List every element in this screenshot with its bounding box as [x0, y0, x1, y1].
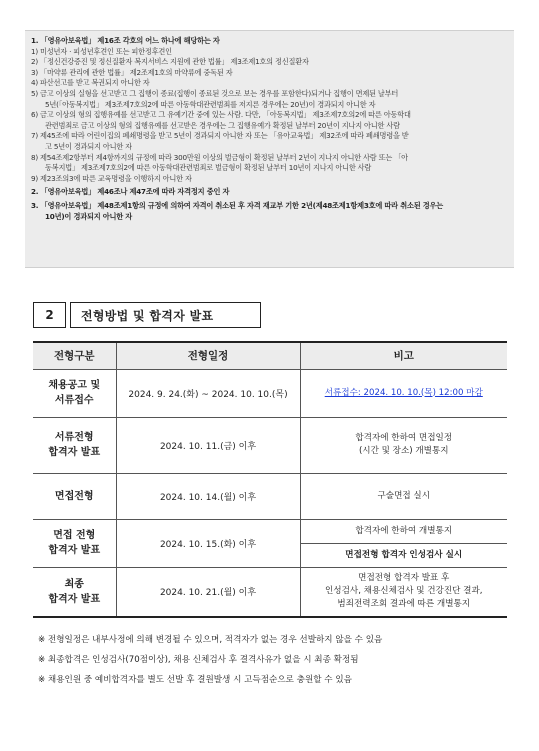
table-header: 전형일정: [116, 342, 300, 369]
section-title: 전형방법 및 합격자 발표: [70, 302, 261, 328]
qual-line: 3) 「마약류 관리에 관한 법률」 제2조제1호의 마약류에 중독된 자: [31, 67, 233, 77]
section-number: 2: [33, 302, 66, 328]
table-row: [33, 417, 507, 473]
table-row: [33, 473, 507, 519]
qual-line: 5년(「아동복지법」 제3조제7호의2에 따른 아동학대관련범죄를 저지른 경우에는 20년)이 경과되지 아니한 자: [45, 99, 376, 109]
stage-date: 2024. 10. 15.(화) 이후: [116, 519, 300, 567]
qual-line: 3. 「영유아보육법」 제48조제1항의 규정에 의하여 자격이 취소된 후 자격 재교부 기한 2년(제48조제1항제3호에 따라 취소된 경우는: [31, 200, 443, 210]
qualification-box: [25, 30, 514, 268]
stage-date: 2024. 9. 24.(화) ~ 2024. 10. 10.(목): [116, 369, 300, 417]
qual-line: 6) 금고 이상의 형의 집행유예를 선고받고 그 유예기간 중에 있는 사람. 다만, 「아동복지법」 제3조제7호의2에 따른 아동학대: [31, 110, 411, 120]
stage-label: 면접 전형 합격자 발표: [33, 519, 116, 567]
stage-label: 최종 합격자 발표: [33, 567, 116, 617]
stage-label: 면접전형: [33, 473, 116, 519]
deadline-link[interactable]: 서류접수: 2024. 10. 10.(목) 12:00 마감: [300, 369, 507, 417]
stage-date: 2024. 10. 21.(월) 이후: [116, 567, 300, 617]
qual-line: 5) 금고 이상의 실형을 선고받고 그 집행이 종료(집행이 종료된 것으로 보는 경우를 포함한다)되거나 집행이 면제된 날부터: [31, 88, 399, 98]
qual-line: 관련범죄로 금고 이상의 형의 집행유예를 선고받은 경우에는 그 집행유예가 확정된 날부터 20년이 지나지 아니한 사람: [45, 120, 400, 130]
stage-label: 서류전형 합격자 발표: [33, 417, 116, 473]
table-row: [33, 369, 507, 417]
footnote: ※ 최종합격은 인성검사(70점이상), 채용 신체검사 후 결격사유가 없을 시 최종 확정됨: [38, 655, 359, 665]
qual-line: 2) 「정신건강증진 및 정신질환자 복지서비스 지원에 관한 법률」 제3조제1호의 정신질환자: [31, 57, 309, 67]
stage-note: 면접전형 합격자 인성검사 실시: [300, 543, 507, 567]
table-row: [33, 519, 507, 543]
table-header-row: [33, 342, 507, 369]
qual-line: 7) 제45조에 따라 어린이집의 폐쇄명령을 받고 5년이 경과되지 아니한 자 또는 「유아교육법」 제32조에 따라 폐쇄명령을 받: [31, 131, 409, 141]
stage-date: 2024. 10. 14.(월) 이후: [116, 473, 300, 519]
footnote: ※ 채용인원 중 예비합격자를 별도 선발 후 결원발생 시 고득점순으로 충원할 수 있음: [38, 675, 352, 685]
schedule-table: [33, 341, 507, 618]
stage-note: 구술면접 실시: [300, 473, 507, 519]
stage-note: 합격자에 한하여 개별통지: [300, 519, 507, 543]
qual-line: 동복지법」 제3조제7호의2에 따른 아동학대관련범죄로 벌금형이 확정된 날부터 10년이 지나지 아니한 사람: [45, 163, 372, 173]
qual-line: 10년)이 경과되지 아니한 자: [45, 211, 133, 221]
table-row: [33, 567, 507, 617]
stage-note: 면접전형 합격자 발표 후 인성검사, 채용신체검사 및 건강진단 결과, 범죄전력조회 결과에 따른 개별통지: [300, 567, 507, 617]
qual-line: 1. 「영유아보육법」 제16조 각호의 어느 하나에 해당하는 자: [31, 36, 220, 45]
qual-line: 1) 미성년자 · 피성년후견인 또는 피한정후견인: [31, 46, 172, 56]
footnotes: [38, 633, 382, 693]
table-header: 비고: [300, 342, 507, 369]
section-header: [33, 302, 261, 328]
qual-line: 2. 「영유아보육법」 제46조나 제47조에 따라 자격정지 중인 자: [31, 187, 230, 197]
stage-note: 합격자에 한하여 면접일정 (시간 및 장소) 개별통지: [300, 417, 507, 473]
stage-label: 채용공고 및 서류접수: [33, 369, 116, 417]
qual-line: 9) 제23조의3에 따른 교육명령을 이행하지 아니한 자: [31, 173, 192, 183]
footnote: ※ 전형일정은 내부사정에 의해 변경될 수 있으며, 적격자가 없는 경우 선발하지 않을 수 있음: [38, 635, 383, 645]
qual-line: 8) 제54조제2항부터 제4항까지의 규정에 따라 300만원 이상의 벌금형이 확정된 날부터 2년이 지나지 아니한 사람 또는 「아: [31, 152, 408, 162]
qual-line: 고 5년이 경과되지 아니한 자: [45, 141, 132, 151]
table-header: 전형구분: [33, 342, 116, 369]
qual-line: 4) 파산선고를 받고 복권되지 아니한 자: [31, 78, 150, 88]
stage-date: 2024. 10. 11.(금) 이후: [116, 417, 300, 473]
